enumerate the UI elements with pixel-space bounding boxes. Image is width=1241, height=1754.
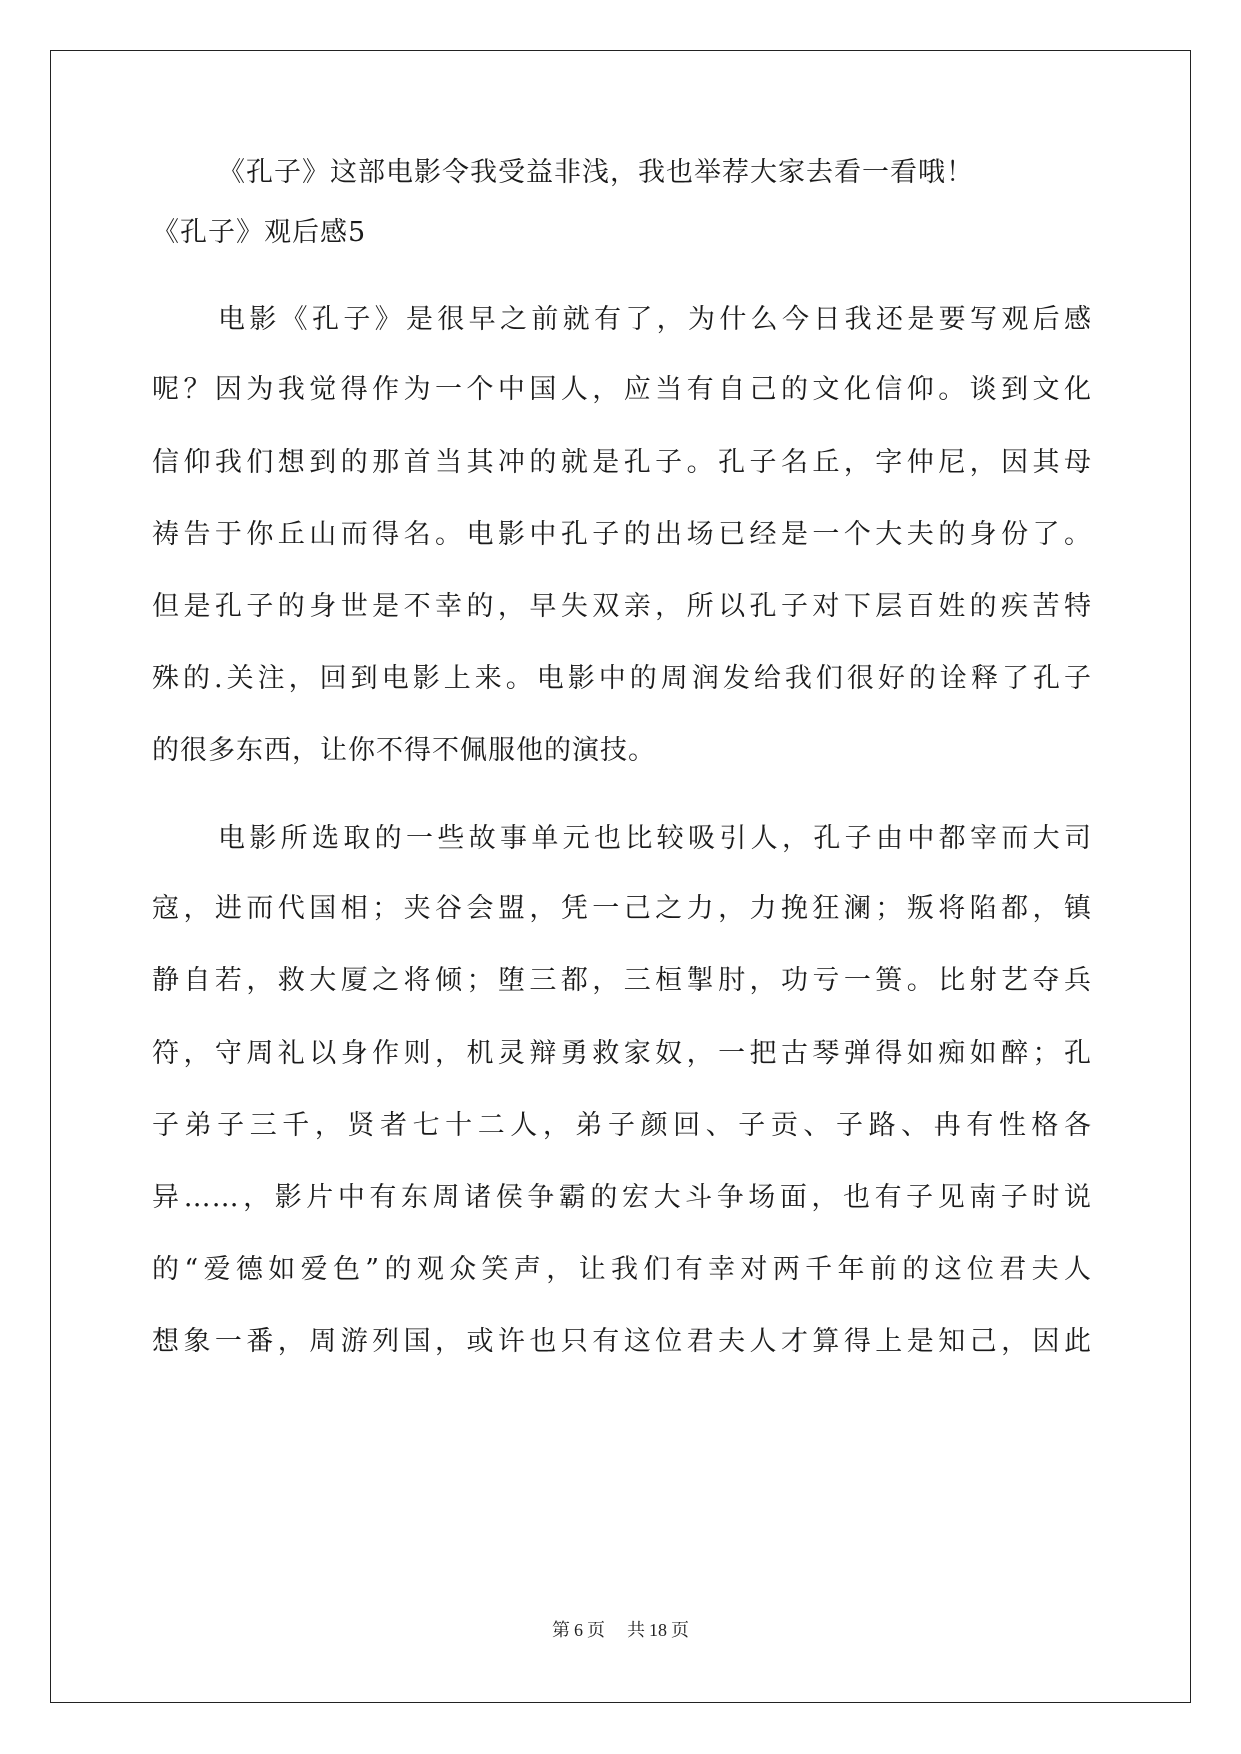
text-line: 呢？因为我觉得作为一个中国人，应当有自己的文化信仰。谈到文化	[152, 374, 1092, 405]
text-line: 殊的.关注，回到电影上来。电影中的周润发给我们很好的诠释了孔子	[152, 663, 1092, 694]
footer-total-pages: 18	[649, 1620, 667, 1640]
text-line: 电影所选取的一些故事单元也比较吸引人，孔子由中都宰而大司	[218, 823, 1092, 854]
page-footer	[0, 1616, 1241, 1642]
footer-total-suffix: 页	[671, 1620, 689, 1640]
text-line: 异……，影片中有东周诸侯争霸的宏大斗争场面，也有子见南子时说	[152, 1182, 1092, 1213]
text-line: 电影《孔子》是很早之前就有了，为什么今日我还是要写观后感	[218, 304, 1092, 335]
text-line: 符，守周礼以身作则，机灵辩勇救家奴，一把古琴弹得如痴如醉；孔	[152, 1038, 1092, 1069]
text-line: 的“爱德如爱色”的观众笑声，让我们有幸对两千年前的这位君夫人	[152, 1254, 1092, 1285]
page-frame	[50, 50, 1191, 1703]
footer-total-prefix: 共	[627, 1620, 645, 1640]
text-line: 信仰我们想到的那首当其冲的就是孔子。孔子名丘，字仲尼，因其母	[152, 447, 1092, 478]
text-line: 《孔子》这部电影令我受益非浅，我也举荐大家去看一看哦！	[218, 157, 974, 188]
text-line: 的很多东西，让你不得不佩服他的演技。	[152, 735, 656, 766]
text-line: 寇，进而代国相；夹谷会盟，凭一己之力，力挽狂澜；叛将陷都，镇	[152, 893, 1092, 924]
text-line: 祷告于你丘山而得名。电影中孔子的出场已经是一个大夫的身份了。	[152, 519, 1092, 550]
text-line: 子弟子三千，贤者七十二人，弟子颜回、子贡、子路、冉有性格各	[152, 1110, 1092, 1141]
footer-page-suffix: 页	[587, 1620, 605, 1640]
footer-page-number: 6	[574, 1620, 583, 1640]
section-heading: 《孔子》观后感5	[152, 217, 367, 248]
text-line: 但是孔子的身世是不幸的，早失双亲，所以孔子对下层百姓的疾苦特	[152, 591, 1092, 622]
text-line: 静自若，救大厦之将倾；堕三都，三桓掣肘，功亏一篑。比射艺夺兵	[152, 965, 1092, 996]
text-line: 想象一番，周游列国，或许也只有这位君夫人才算得上是知己，因此	[152, 1326, 1092, 1357]
footer-prefix: 第	[552, 1620, 570, 1640]
